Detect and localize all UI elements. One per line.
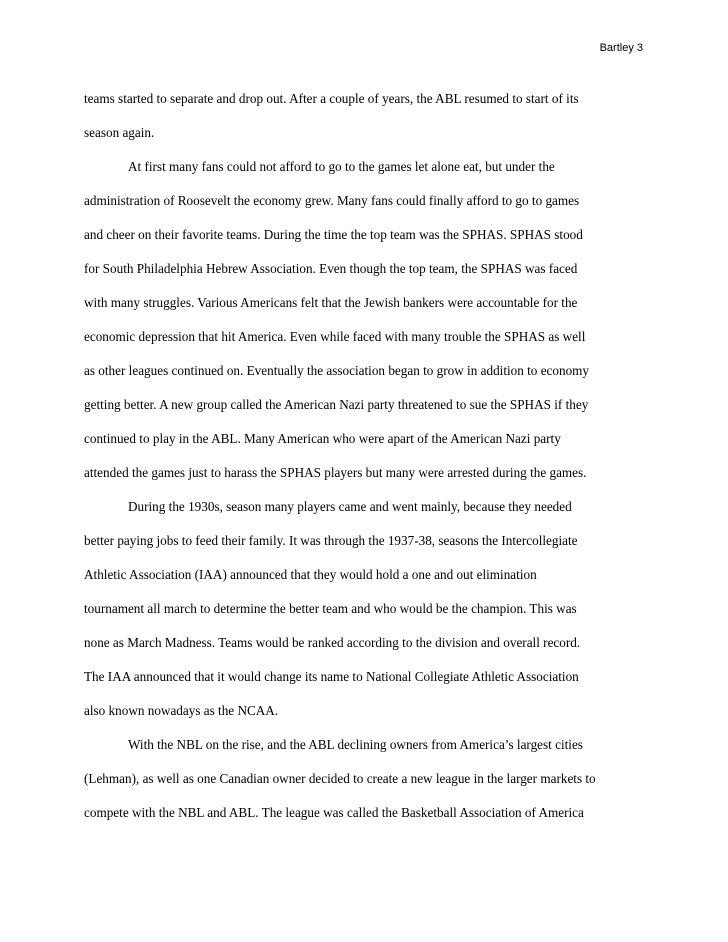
text-line: better paying jobs to feed their family. It was through the 1937-38, seasons the Intercollegiate	[84, 533, 578, 548]
text-line: (Lehman), as well as one Canadian owner decided to create a new league in the larger markets to	[84, 771, 596, 786]
text-line: During the 1930s, season many players came and went mainly, because they needed	[128, 499, 572, 514]
text-line: With the NBL on the rise, and the ABL declining owners from America’s largest cities	[128, 737, 583, 752]
text-line: also known nowadays as the NCAA.	[84, 703, 279, 718]
text-line: with many struggles. Various Americans felt that the Jewish bankers were accountable for the	[84, 295, 578, 310]
text-line: compete with the NBL and ABL. The league was called the Basketball Association of America	[84, 805, 584, 820]
text-line: getting better. A new group called the American Nazi party threatened to sue the SPHAS if they	[84, 397, 589, 412]
text-line: as other leagues continued on. Eventually the association began to grow in addition to economy	[84, 363, 590, 378]
text-line: At first many fans could not afford to go to the games let alone eat, but under the	[128, 159, 555, 174]
body-text	[84, 82, 644, 830]
text-line: continued to play in the ABL. Many American who were apart of the American Nazi party	[84, 431, 561, 446]
text-line: Athletic Association (IAA) announced that they would hold a one and out elimination	[84, 567, 537, 582]
running-head: Bartley 3	[599, 42, 643, 54]
text-line: teams started to separate and drop out. After a couple of years, the ABL resumed to start of its	[84, 91, 579, 106]
text-line: economic depression that hit America. Even while faced with many trouble the SPHAS as well	[84, 329, 586, 344]
text-line: attended the games just to harass the SPHAS players but many were arrested during the games.	[84, 465, 587, 480]
text-line: and cheer on their favorite teams. During the time the top team was the SPHAS. SPHAS stood	[84, 227, 583, 242]
text-line: none as March Madness. Teams would be ranked according to the division and overall record.	[84, 635, 581, 650]
text-line: administration of Roosevelt the economy grew. Many fans could finally afford to go to games	[84, 193, 580, 208]
text-line: The IAA announced that it would change its name to National Collegiate Athletic Association	[84, 669, 579, 684]
text-line: season again.	[84, 125, 155, 140]
text-line: tournament all march to determine the better team and who would be the champion. This was	[84, 601, 577, 616]
text-line: for South Philadelphia Hebrew Association. Even though the top team, the SPHAS was faced	[84, 261, 578, 276]
